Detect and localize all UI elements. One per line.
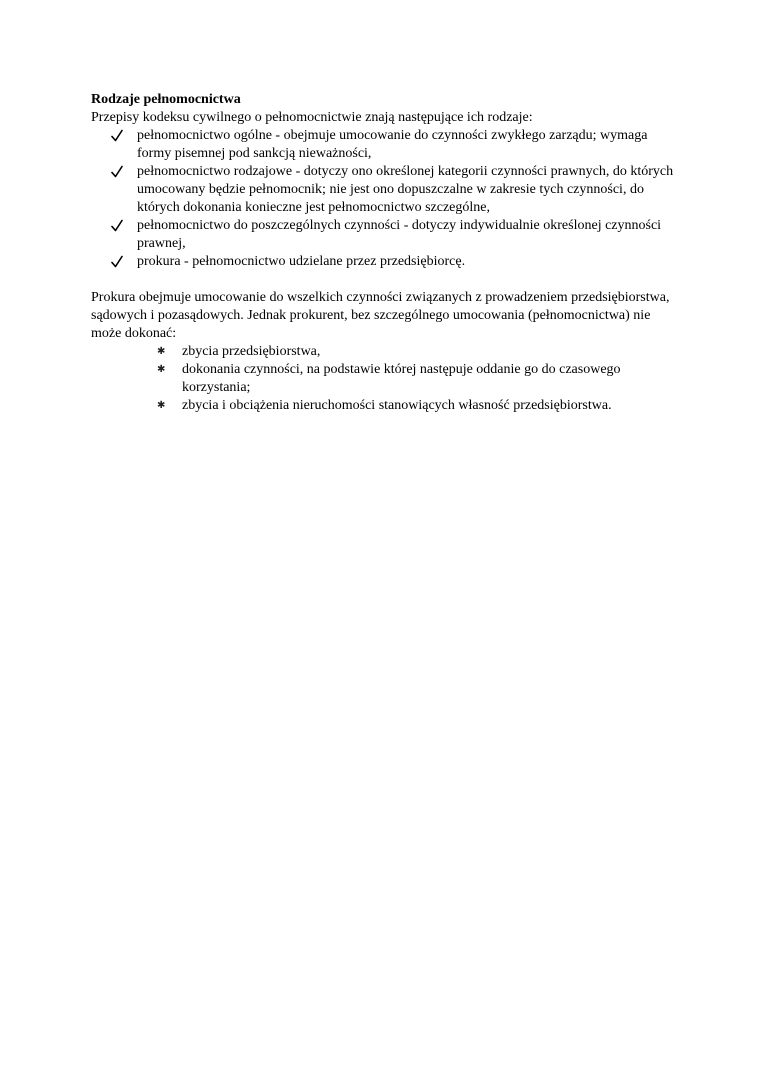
asterisk-icon: ✱ [157, 400, 166, 411]
list-item [91, 253, 681, 271]
checkmark-icon [111, 253, 123, 271]
checkmark-icon [111, 127, 123, 145]
checkmark-icon [111, 163, 123, 181]
list-item-text: dokonania czynności, na podstawie której następuje oddanie go do czasowego korzystania; [182, 362, 621, 395]
list-item [91, 163, 681, 217]
list-item [91, 361, 681, 397]
list-item [91, 343, 681, 361]
list-item-text: zbycia przedsiębiorstwa, [182, 344, 321, 359]
list-item-text: pełnomocnictwo do poszczególnych czynności - dotyczy indywidualnie określonej czynności prawnej, [137, 218, 662, 251]
checkmark-icon [111, 217, 123, 235]
prokura-paragraph: Prokura obejmuje umocowanie do wszelkich czynności związanych z prowadzeniem przedsiębiorstwa, sądowych i pozasądowych. Jednak prokurent, bez szczególnego umocowania (pełnomocnictwa) nie może dokonać: [91, 290, 670, 341]
list-item-text: pełnomocnictwo ogólne - obejmuje umocowanie do czynności zwykłego zarządu; wymaga formy pisemnej pod sankcją nieważności, [137, 128, 648, 161]
paragraph-spacer [91, 271, 681, 289]
document-body [91, 91, 681, 415]
list-item [91, 217, 681, 253]
asterisk-icon: ✱ [157, 364, 166, 375]
asterisk-icon: ✱ [157, 346, 166, 357]
section-heading: Rodzaje pełnomocnictwa [91, 92, 241, 107]
list-item-text: pełnomocnictwo rodzajowe - dotyczy ono określonej kategorii czynności prawnych, do których umocowany będzie pełnomocnik; nie jest ono dopuszczalne w zakresie tych czynności, do których dokonania konieczne jest pełnomocnictwo szczególne, [137, 164, 674, 215]
list-item [91, 127, 681, 163]
restrictions-list [91, 343, 681, 415]
list-item-text: prokura - pełnomocnictwo udzielane przez przedsiębiorcę. [137, 254, 466, 269]
intro-paragraph: Przepisy kodeksu cywilnego o pełnomocnictwie znają następujące ich rodzaje: [91, 110, 533, 125]
list-item [91, 397, 681, 415]
proxy-types-list [91, 127, 681, 271]
list-item-text: zbycia i obciążenia nieruchomości stanowiących własność przedsiębiorstwa. [182, 398, 612, 413]
